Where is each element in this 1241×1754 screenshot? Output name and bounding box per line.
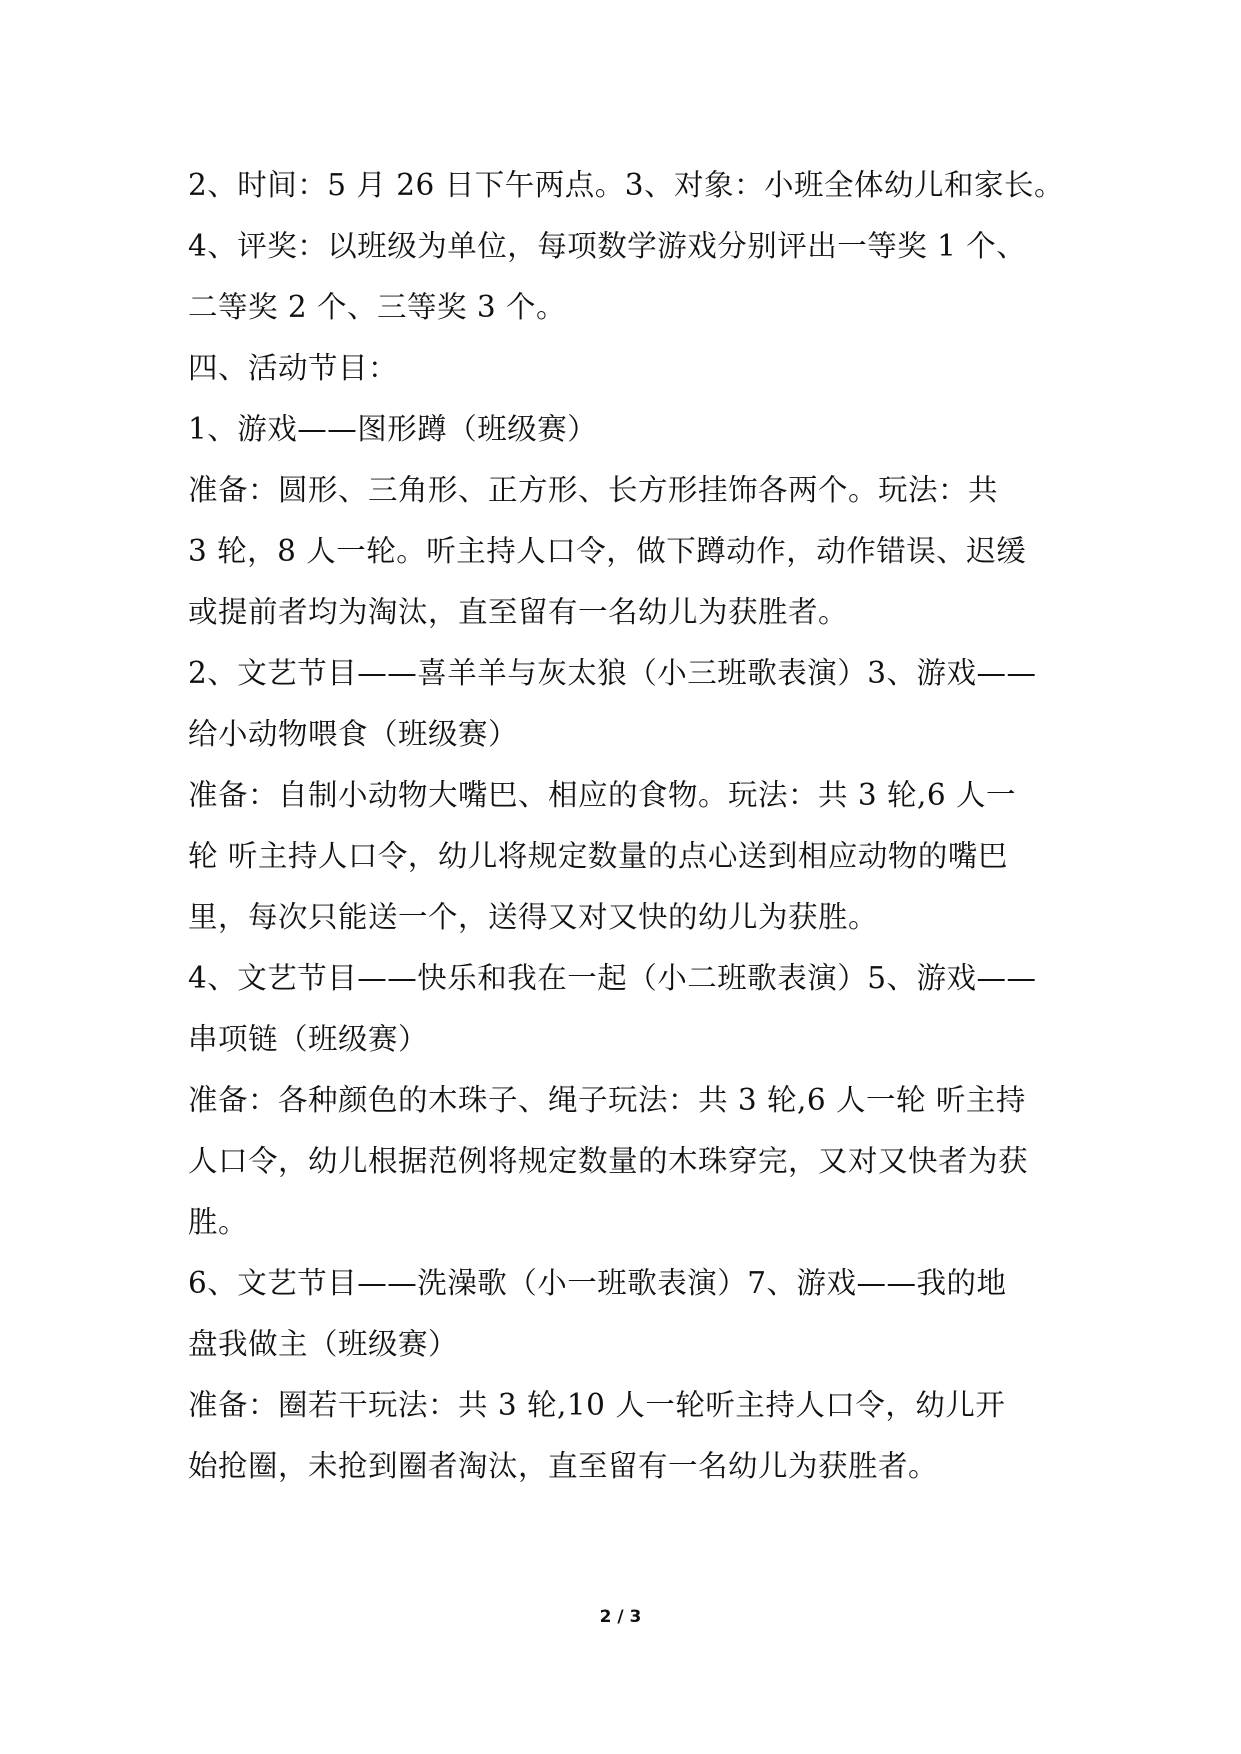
text-line: 人口令，幼儿根据范例将规定数量的木珠穿完，又对又快者为获 — [188, 1144, 1029, 1178]
text-line: 轮 听主持人口令，幼儿将规定数量的点心送到相应动物的嘴巴 — [188, 839, 1008, 873]
text-line: 始抢圈，未抢到圈者淘汰，直至留有一名幼儿为获胜者。 — [188, 1449, 939, 1483]
text-line: 2、文艺节目——喜羊羊与灰太狼（小三班歌表演）3、游戏—— — [188, 656, 1037, 690]
text-line: 给小动物喂食（班级赛） — [188, 717, 519, 751]
text-line: 盘我做主（班级赛） — [188, 1327, 459, 1361]
text-line: 2、时间：5 月 26 日下午两点。3、对象：小班全体幼儿和家长。 — [188, 168, 1064, 202]
page-number: 2 / 3 — [599, 1607, 642, 1627]
text-line: 4、评奖：以班级为单位，每项数学游戏分别评出一等奖 1 个、 — [188, 229, 1027, 263]
text-line: 或提前者均为淘汰，直至留有一名幼儿为获胜者。 — [188, 595, 849, 629]
text-line: 二等奖 2 个、三等奖 3 个。 — [188, 290, 567, 324]
text-line: 里，每次只能送一个，送得又对又快的幼儿为获胜。 — [188, 900, 879, 934]
text-line: 四、活动节目： — [188, 351, 399, 385]
text-line: 胜。 — [188, 1205, 249, 1239]
text-line: 准备：圈若干玩法：共 3 轮,10 人一轮听主持人口令，幼儿开 — [188, 1388, 1006, 1422]
text-line: 串项链（班级赛） — [188, 1022, 429, 1056]
text-line: 4、文艺节目——快乐和我在一起（小二班歌表演）5、游戏—— — [188, 961, 1037, 995]
text-line: 3 轮，8 人一轮。听主持人口令，做下蹲动作，动作错误、迟缓 — [188, 534, 1027, 568]
text-line: 6、文艺节目——洗澡歌（小一班歌表演）7、游戏——我的地 — [188, 1266, 1007, 1300]
text-line: 准备：各种颜色的木珠子、绳子玩法：共 3 轮,6 人一轮 听主持 — [188, 1083, 1026, 1117]
text-line: 准备：自制小动物大嘴巴、相应的食物。玩法：共 3 轮,6 人一 — [188, 778, 1017, 812]
text-line: 准备：圆形、三角形、正方形、长方形挂饰各两个。玩法：共 — [188, 473, 999, 507]
text-line: 1、游戏——图形蹲（班级赛） — [188, 412, 598, 446]
